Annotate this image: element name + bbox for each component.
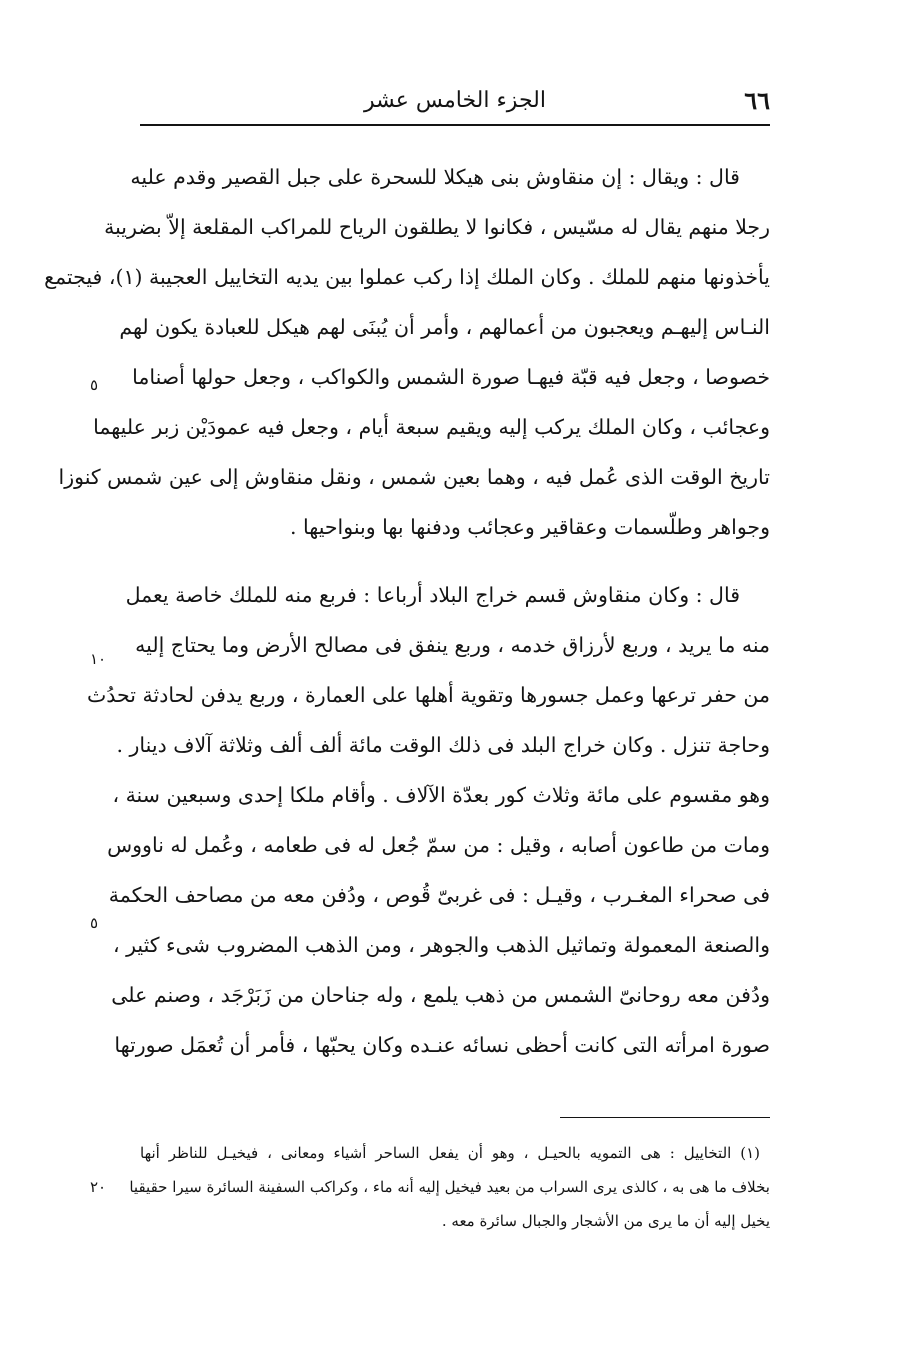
footnotes — [129, 1136, 770, 1238]
footnote-line: (١) التخاييل : هى التمويه بالحيـل ، وهو أن يفعل الساحر أشياء ومعانى ، فيخيـل للناظر أنها — [140, 1144, 760, 1162]
text-line: رجلا منهم يقال له مسّيس ، فكانوا لا يطلقون الرياح للمراكب المقلعة إلاّ بضريبة — [104, 215, 770, 239]
text-line: والصنعة المعمولة وتماثيل الذهب والجوهر ، ومن الذهب المضروب شىء كثير ، — [112, 933, 770, 957]
text-line: تاريخ الوقت الذى عُمل فيه ، وهما بعين شمس ، ونقل منقاوش إلى عين شمس كنوزا — [58, 465, 770, 489]
paragraph-1 — [44, 152, 770, 552]
margin-line-number: ٥ — [90, 914, 99, 932]
text-line: النـاس إليهـم ويعجبون من أعمالهم ، وأمر أن يُبنَى لهم هيكل للعبادة يكون لهم — [119, 315, 770, 339]
text-line: من حفر ترعها وعمل جسورها وتقوية أهلها على العمارة ، وربع يدفن لحادثة تحدُث — [87, 683, 770, 707]
text-line: ومات من طاعون أصابه ، وقيل : من سمّ جُعل له فى طعامه ، وعُمل له ناووس — [107, 833, 770, 857]
text-line: قال : وكان منقاوش قسم خراج البلاد أرباعا : فربع منه للملك خاصة يعمل — [125, 583, 740, 607]
page-number: ٦٦ — [744, 86, 770, 115]
margin-line-number: ٥ — [90, 376, 99, 394]
footnote-line: بخلاف ما هى به ، كالذى يرى السراب من بعيد فيخيل إليه أنه ماء ، وكراكب السفينة السائرة سيرا حقيقيا — [129, 1178, 770, 1196]
footnote-rule — [560, 1117, 770, 1118]
text-line: وعجائب ، وكان الملك يركب إليه ويقيم سبعة أيام ، وجعل فيه عمودَيْن زبر عليهما — [93, 415, 770, 439]
text-line: وجواهر وطلّسمات وعقاقير وعجائب ودفنها بها وبنواحيها . — [289, 515, 770, 539]
text-line: صورة امرأته التى كانت أحظى نسائه عنـده وكان يحبّها ، فأمر أن تُعمَل صورتها — [114, 1033, 770, 1057]
text-line: فى صحراء المغـرب ، وقيـل : فى غربىّ قُوص ، ودُفن معه من مصاحف الحكمة — [108, 883, 770, 907]
text-line: وهو مقسوم على مائة وثلاث كور بعدّة الآلاف . وأقام ملكا إحدى وسبعين سنة ، — [112, 783, 770, 807]
margin-line-number: ٢٠ — [90, 1178, 107, 1196]
running-title: الجزء الخامس عشر — [364, 88, 546, 113]
text-line: يأخذونها منهم للملك . وكان الملك إذا ركب عملوا بين يديه التخاييل العجيبة (١)، فيجتمع — [44, 265, 770, 289]
text-line: وحاجة تنزل . وكان خراج البلد فى ذلك الوقت مائة ألف ألف وثلاثة آلاف دينار . — [116, 733, 770, 757]
text-line: ودُفن معه روحانىّ الشمس من ذهب يلمع ، وله جناحان من زَبَرْجَد ، وصنم على — [111, 983, 770, 1007]
text-line: خصوصا ، وجعل فيه قبّة فيهـا صورة الشمس والكواكب ، وجعل حولها أصناما — [132, 365, 770, 389]
paragraph-gap — [150, 552, 770, 570]
page-header — [140, 82, 770, 122]
text-line: قال : ويقال : إن منقاوش بنى هيكلا للسحرة على جبل القصير وقدم عليه — [130, 165, 740, 189]
footnote-line: يخيل إليه أن ما يرى من الأشجار والجبال سائرة معه . — [441, 1212, 770, 1230]
margin-line-number: ١٠ — [90, 650, 107, 668]
header-rule — [140, 124, 770, 126]
text-line: منه ما يريد ، وربع لأرزاق خدمه ، وربع ينفق فى مصالح الأرض وما يحتاج إليه — [135, 633, 770, 657]
